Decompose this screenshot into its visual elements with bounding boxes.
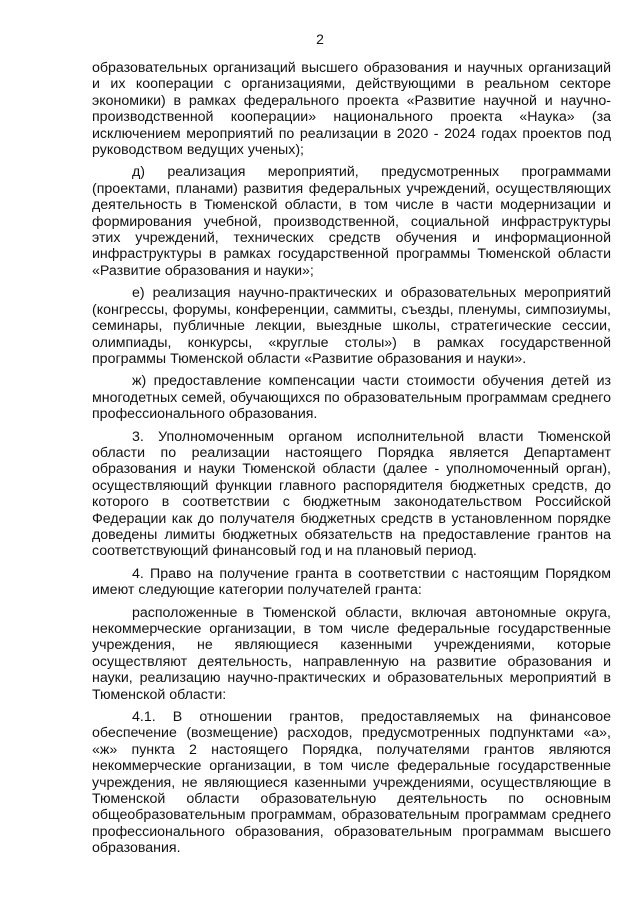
page-number: 2	[316, 31, 324, 47]
paragraph-item-e: е) реализация научно-практических и образовательных мероприятий (конгрессы, форумы, конференции, саммиты, съезды, пленумы, симпозиумы, семинары, публичные лекции, выездные школы, стратегические сессии, олимпиады, конкурсы, «круглые столы») в рамках государственной программы Тюменской области «Развитие образования и науки».	[92, 285, 611, 367]
paragraph-section-4: 4. Право на получение гранта в соответствии с настоящим Порядком имеют следующие категории получателей гранта:	[92, 565, 611, 599]
paragraph-item-zh: ж) предоставление компенсации части стоимости обучения детей из многодетных семей, обучающихся по образовательным программам среднего профессионального образования.	[92, 373, 611, 423]
document-body	[92, 60, 611, 863]
paragraph-recipients: расположенные в Тюменской области, включая автономные округа, некоммерческие организации, в том числе федеральные государственные учреждения, не являющиеся казенными учреждениями, которые осуществляют деятельность, направленную на развитие образования и науки, реализацию научно-практических и образовательных мероприятий в Тюменской области:	[92, 604, 611, 703]
paragraph-item-d: д) реализация мероприятий, предусмотренных программами (проектами, планами) развития федеральных учреждений, осуществляющих деятельность в Тюменской области, в том числе в части модернизации и формирования учебной, производственной, социальной инфраструктуры этих учреждений, технических средств обучения и информационной инфраструктуры в рамках государственной программы Тюменской области «Развитие образования и науки»;	[92, 164, 611, 279]
paragraph-section-4-1: 4.1. В отношении грантов, предоставляемых на финансовое обеспечение (возмещение) расходов, предусмотренных подпунктами «а», «ж» пункта 2 настоящего Порядка, получателями грантов являются некоммерческие организации, в том числе федеральные государственные учреждения, не являющиеся казенными учреждениями, осуществляющие в Тюменской области образовательную деятельность по основным общеобразовательным программам, образовательным программам среднего профессионального образования, образовательным программам высшего образования.	[92, 709, 611, 857]
paragraph-section-3: 3. Уполномоченным органом исполнительной власти Тюменской области по реализации настоящего Порядка является Департамент образования и науки Тюменской области (далее - уполномоченный орган), осуществляющий функции главного распорядителя бюджетных средств, до которого в соответствии с бюджетным законодательством Российской Федерации как до получателя бюджетных средств в установленном порядке доведены лимиты бюджетных обязательств на предоставление грантов на соответствующий финансовый год и на плановый период.	[92, 428, 611, 560]
paragraph-continuation: образовательных организаций высшего образования и научных организаций и их кооперации с организациями, действующими в реальном секторе экономики) в рамках федерального проекта «Развитие научной и научно-производственной кооперации» национального проекта «Наука» (за исключением мероприятий по реализации в 2020 - 2024 годах проектов под руководством ведущих ученых);	[92, 60, 611, 159]
